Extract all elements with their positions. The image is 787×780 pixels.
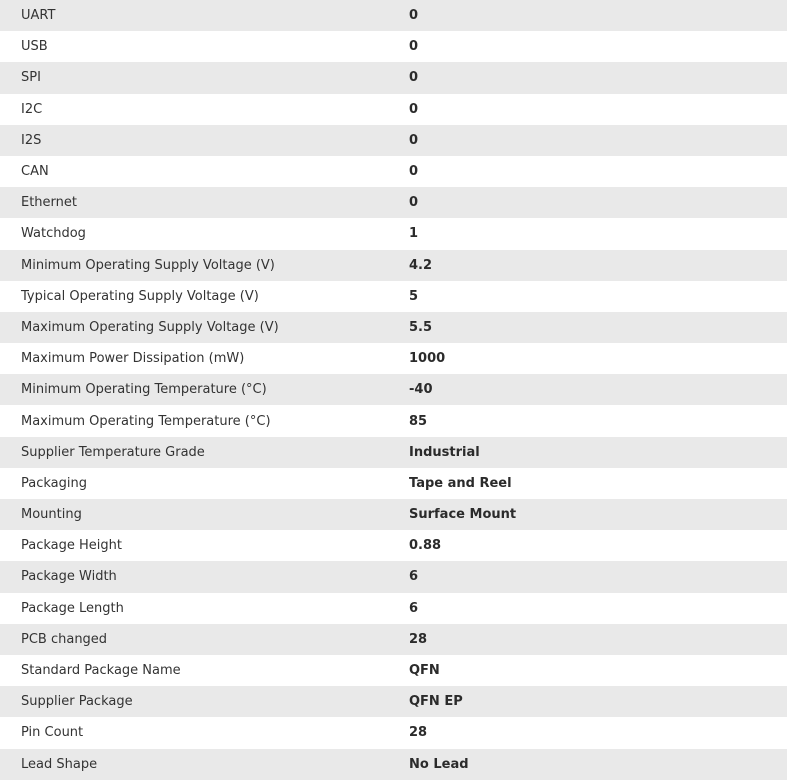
spec-value: 0 xyxy=(409,195,419,211)
spec-value: QFN EP xyxy=(409,694,463,710)
spec-row xyxy=(0,624,787,655)
spec-value: 5 xyxy=(409,288,419,304)
spec-row xyxy=(0,686,787,717)
spec-row xyxy=(0,561,787,592)
spec-name: Minimum Operating Temperature (°C) xyxy=(21,382,267,398)
spec-name: Ethernet xyxy=(21,195,77,211)
spec-name: Lead Shape xyxy=(21,756,98,772)
spec-row xyxy=(0,749,787,780)
spec-value: 6 xyxy=(409,600,419,616)
spec-row xyxy=(0,530,787,561)
spec-name: Package Width xyxy=(21,569,117,585)
spec-row xyxy=(0,0,787,31)
spec-value: 0 xyxy=(409,164,419,180)
spec-row xyxy=(0,125,787,156)
spec-row xyxy=(0,655,787,686)
spec-row xyxy=(0,156,787,187)
spec-row xyxy=(0,593,787,624)
spec-name: Pin Count xyxy=(21,725,84,741)
spec-value: 85 xyxy=(409,413,428,429)
spec-value: 28 xyxy=(409,631,428,647)
spec-row xyxy=(0,312,787,343)
spec-value: No Lead xyxy=(409,756,469,772)
spec-row xyxy=(0,717,787,748)
spec-row xyxy=(0,281,787,312)
spec-name: Standard Package Name xyxy=(21,663,181,679)
spec-value: QFN xyxy=(409,663,440,679)
spec-row xyxy=(0,468,787,499)
spec-name: PCB changed xyxy=(21,631,108,647)
spec-row xyxy=(0,62,787,93)
spec-name: Mounting xyxy=(21,507,82,523)
spec-name: Typical Operating Supply Voltage (V) xyxy=(21,288,259,304)
spec-name: Maximum Operating Supply Voltage (V) xyxy=(21,319,279,335)
spec-row xyxy=(0,94,787,125)
spec-name: Supplier Temperature Grade xyxy=(21,444,205,460)
spec-name: UART xyxy=(21,8,56,24)
spec-name: CAN xyxy=(21,164,49,180)
spec-name: I2C xyxy=(21,101,43,117)
spec-name: Maximum Operating Temperature (°C) xyxy=(21,413,271,429)
spec-value: 0 xyxy=(409,70,419,86)
spec-name: Supplier Package xyxy=(21,694,133,710)
spec-row xyxy=(0,343,787,374)
spec-value: Surface Mount xyxy=(409,507,517,523)
spec-value: 1 xyxy=(409,226,419,242)
spec-value: 1000 xyxy=(409,351,446,367)
spec-row xyxy=(0,437,787,468)
spec-row xyxy=(0,31,787,62)
spec-value: 28 xyxy=(409,725,428,741)
spec-row xyxy=(0,499,787,530)
spec-value: Industrial xyxy=(409,444,480,460)
spec-value: 0 xyxy=(409,39,419,55)
spec-row xyxy=(0,374,787,405)
spec-name: Watchdog xyxy=(21,226,86,242)
spec-value: 6 xyxy=(409,569,419,585)
spec-name: USB xyxy=(21,39,48,55)
spec-name: Packaging xyxy=(21,475,87,491)
spec-value: 4.2 xyxy=(409,257,433,273)
spec-value: -40 xyxy=(409,382,433,398)
spec-name: Package Height xyxy=(21,538,122,554)
spec-value: 0 xyxy=(409,132,419,148)
spec-value: 5.5 xyxy=(409,319,433,335)
spec-value: 0.88 xyxy=(409,538,442,554)
spec-name: SPI xyxy=(21,70,41,86)
spec-row xyxy=(0,250,787,281)
spec-row xyxy=(0,187,787,218)
spec-name: I2S xyxy=(21,132,42,148)
spec-row xyxy=(0,218,787,249)
spec-name: Minimum Operating Supply Voltage (V) xyxy=(21,257,275,273)
spec-value: Tape and Reel xyxy=(409,475,512,491)
spec-value: 0 xyxy=(409,101,419,117)
spec-name: Maximum Power Dissipation (mW) xyxy=(21,351,245,367)
spec-name: Package Length xyxy=(21,600,124,616)
spec-value: 0 xyxy=(409,8,419,24)
spec-row xyxy=(0,405,787,436)
